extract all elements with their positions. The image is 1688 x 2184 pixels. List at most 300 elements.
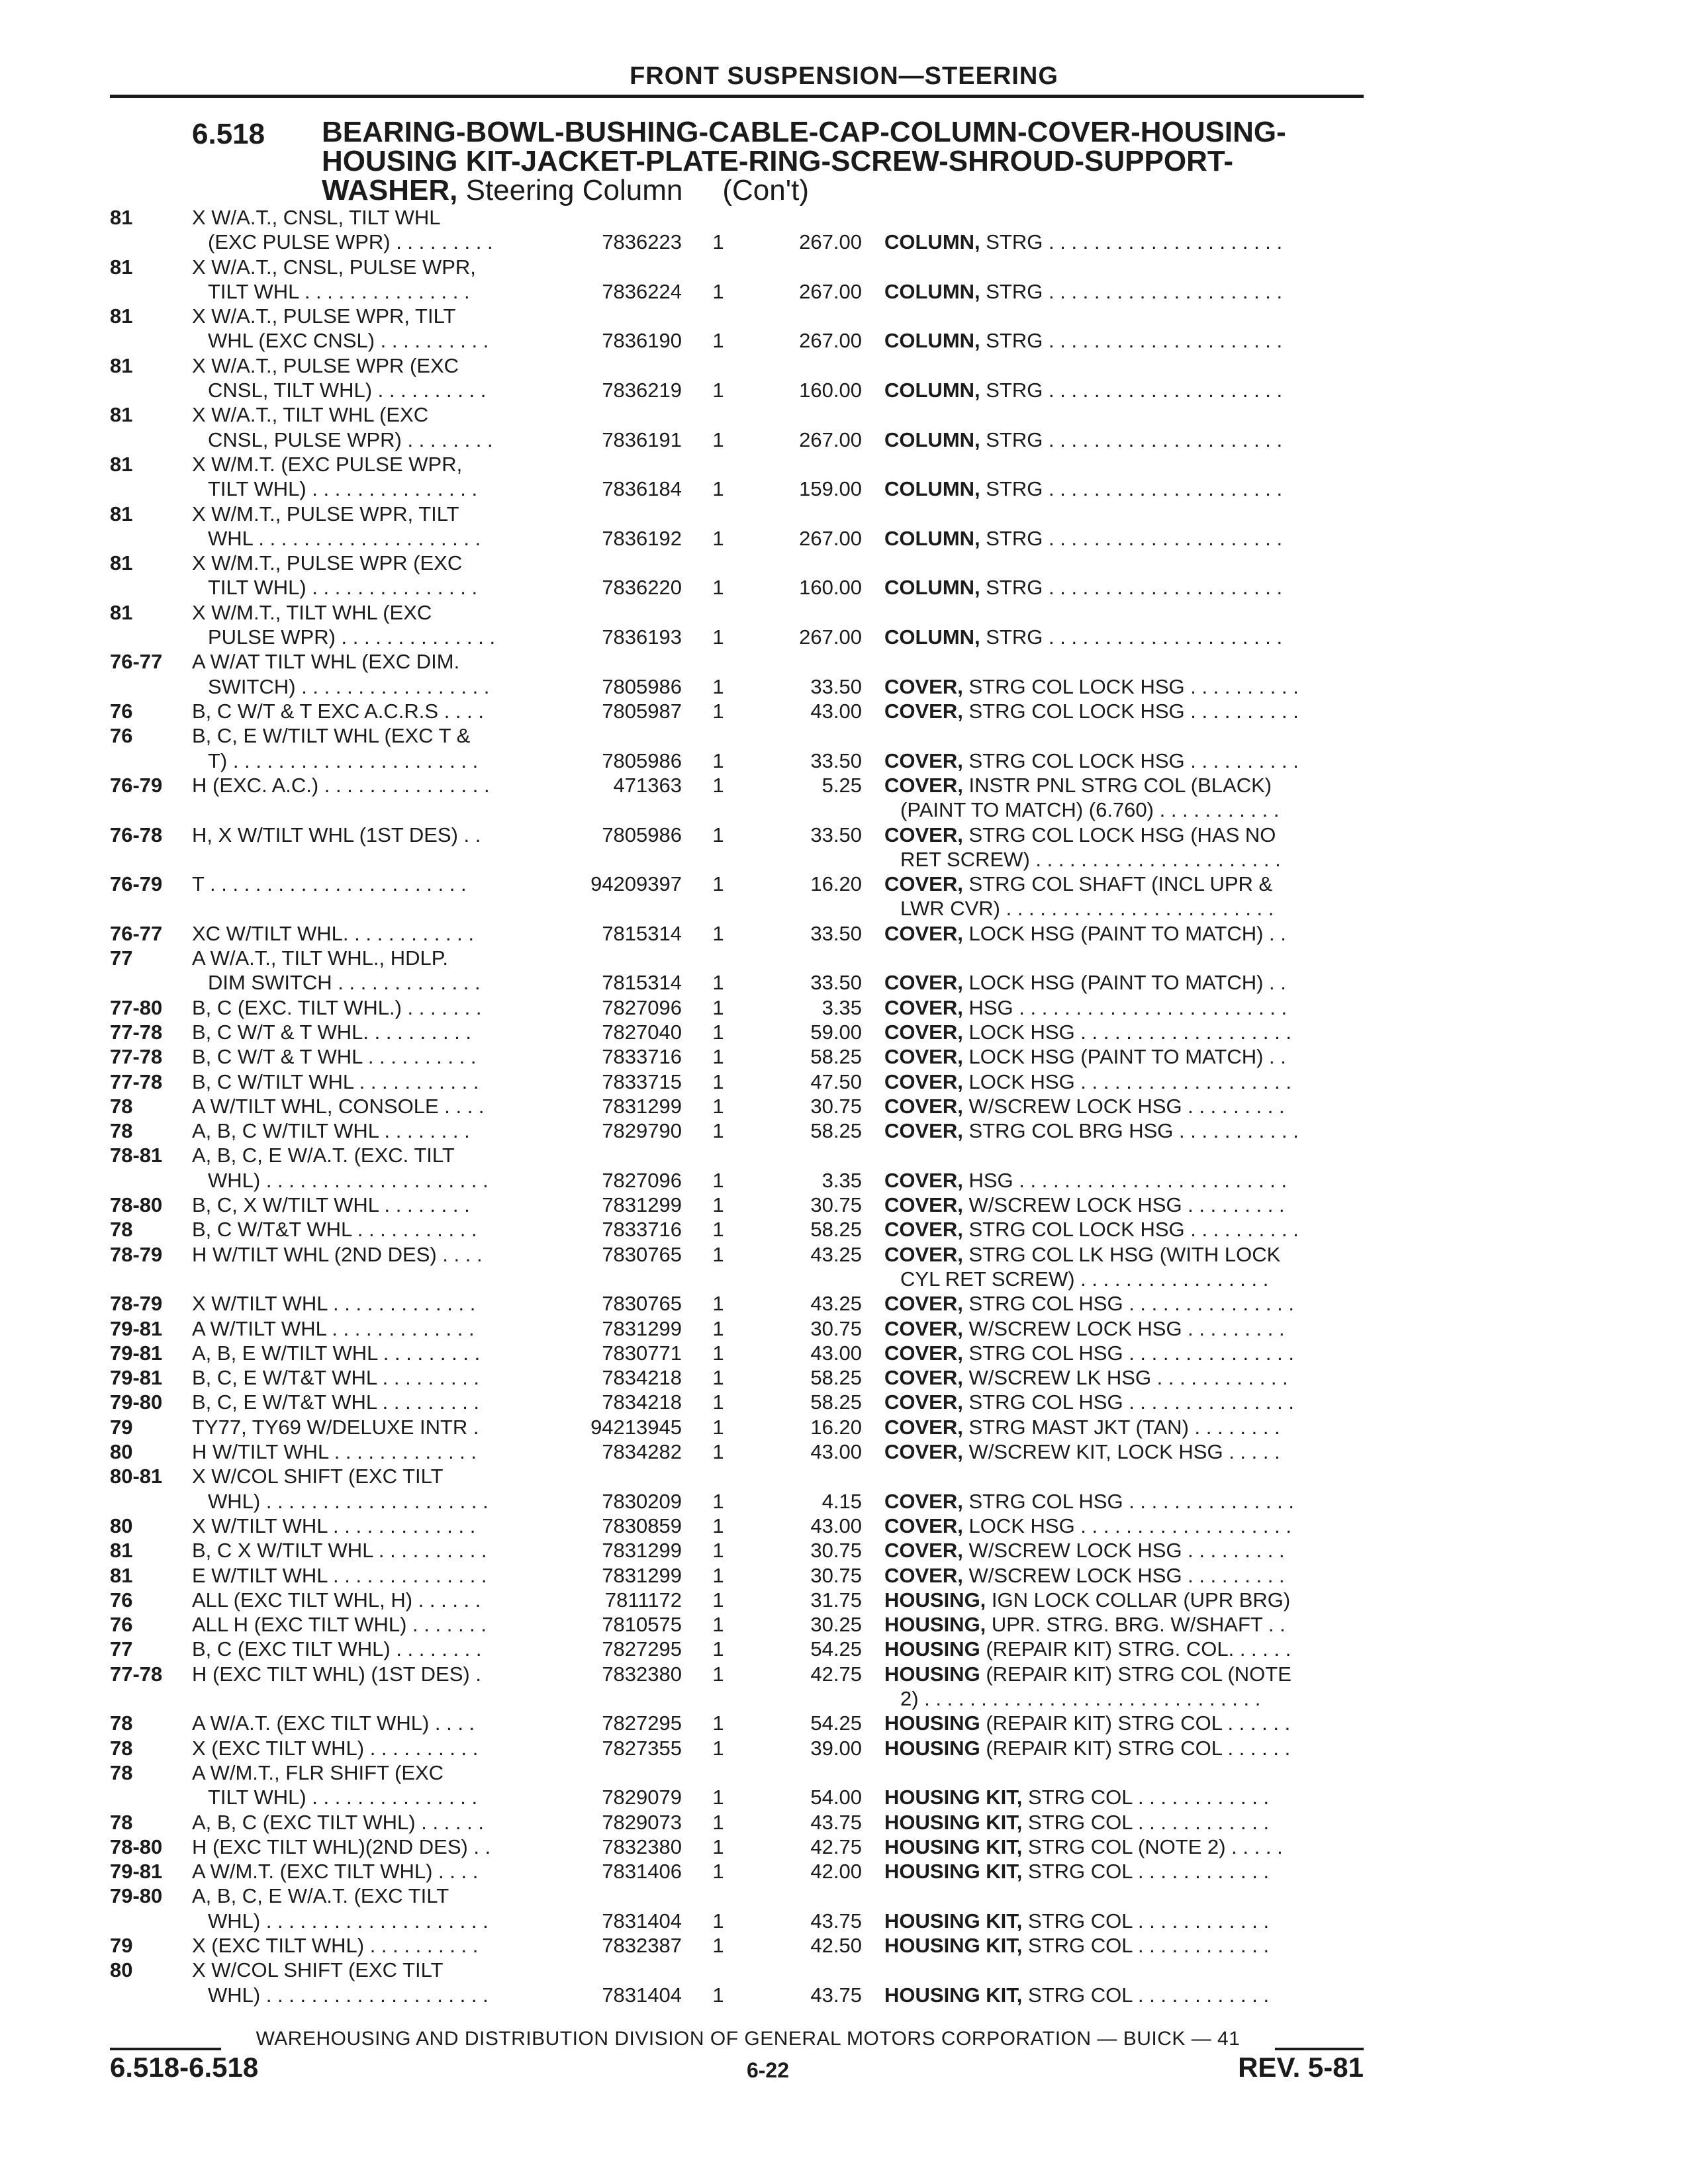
parts-entry [0, 304, 1688, 353]
entry-quantity: 1 [712, 773, 724, 797]
entry-years: 77 [110, 1637, 133, 1661]
entry-part-number: 7831299 [602, 1316, 682, 1340]
entry-part-number: 7805986 [602, 749, 682, 772]
parts-entry [0, 1118, 1688, 1143]
parts-entry [0, 1637, 1688, 1661]
entry-price: 58.25 [810, 1390, 862, 1414]
entry-price: 30.75 [810, 1563, 862, 1587]
entry-price: 33.50 [810, 749, 862, 772]
entry-part-number: 7805986 [602, 823, 682, 846]
entry-price: 3.35 [821, 995, 862, 1019]
entry-description-line: H W/TILT WHL . . . . . . . . . . . . . [192, 1440, 477, 1463]
entry-part-name-line: HOUSING KIT, STRG COL (NOTE 2) . . . . . [884, 1835, 1283, 1858]
parts-entry [0, 1464, 1688, 1514]
entry-part-name-line: COVER, STRG COL HSG . . . . . . . . . . . . . . . [884, 1341, 1294, 1365]
entry-part-name-line: LWR CVR) . . . . . . . . . . . . . . . . . . . . . . . . [900, 897, 1274, 921]
entry-quantity: 1 [712, 1168, 724, 1192]
entry-part-name-keyword: COVER, [884, 1292, 963, 1316]
entry-quantity: 1 [712, 1020, 724, 1044]
entry-part-number: 7831406 [602, 1860, 682, 1884]
entry-years: 78 [110, 1218, 133, 1242]
entry-quantity: 1 [712, 1489, 724, 1513]
entry-part-name-keyword: COVER, [884, 1119, 963, 1143]
entry-part-name-line: HOUSING KIT, STRG COL . . . . . . . . . . . . [884, 1810, 1270, 1834]
entry-part-number: 7830859 [602, 1514, 682, 1537]
entry-part-name-keyword: COLUMN, [884, 329, 980, 353]
entry-part-number: 94213945 [590, 1415, 682, 1439]
entry-part-name-line: COVER, STRG COL HSG . . . . . . . . . . . . . . . [884, 1489, 1294, 1513]
parts-entry [0, 502, 1688, 551]
parts-entry [0, 946, 1688, 995]
entry-quantity: 1 [712, 1662, 724, 1686]
entry-quantity: 1 [712, 674, 724, 698]
entry-part-name-line: HOUSING KIT, STRG COL . . . . . . . . . . . . [884, 1934, 1270, 1957]
entry-quantity: 1 [712, 1613, 724, 1637]
entry-part-name-line: COLUMN, STRG . . . . . . . . . . . . . . . . . . . . . [884, 428, 1283, 451]
entry-part-name-line: COLUMN, STRG . . . . . . . . . . . . . . . . . . . . . [884, 230, 1283, 254]
entry-part-name-line: COVER, INSTR PNL STRG COL (BLACK) [884, 773, 1272, 797]
entry-part-name-keyword: COLUMN, [884, 526, 980, 550]
entry-price: 30.75 [810, 1539, 862, 1563]
entry-quantity: 1 [712, 625, 724, 649]
parts-entry [0, 995, 1688, 1020]
entry-part-name-keyword: COLUMN, [884, 625, 980, 649]
entry-part-name-line: COLUMN, STRG . . . . . . . . . . . . . . . . . . . . . [884, 279, 1283, 303]
parts-entry [0, 1390, 1688, 1414]
parts-entry [0, 773, 1688, 823]
entry-part-name-keyword: COVER, [884, 1316, 963, 1340]
entry-quantity: 1 [712, 1341, 724, 1365]
entry-part-number: 7827096 [602, 1168, 682, 1192]
parts-entry [0, 1365, 1688, 1390]
entry-description-line: X W/A.T., PULSE WPR (EXC [192, 353, 459, 377]
entry-years: 78 [110, 1760, 133, 1784]
entry-price: 33.50 [810, 823, 862, 846]
entry-part-name-line: COVER, W/SCREW KIT, LOCK HSG . . . . . [884, 1440, 1280, 1463]
entry-part-number: 7833716 [602, 1218, 682, 1242]
entry-part-name-line: HOUSING KIT, STRG COL . . . . . . . . . . . . [884, 1860, 1270, 1884]
entry-years: 81 [110, 206, 133, 229]
entry-quantity: 1 [712, 1588, 724, 1612]
footer-revision: REV. 5-81 [1238, 2052, 1364, 2083]
entry-quantity: 1 [712, 749, 724, 772]
entry-quantity: 1 [712, 526, 724, 550]
entry-quantity: 1 [712, 921, 724, 945]
section-number: 6.518 [192, 118, 265, 150]
entry-years: 81 [110, 551, 133, 575]
entry-part-number: 471363 [613, 773, 682, 797]
entry-description-line: PULSE WPR) . . . . . . . . . . . . . . [208, 625, 496, 649]
entry-part-name-keyword: COVER, [884, 773, 963, 797]
parts-entry [0, 1316, 1688, 1341]
entry-price: 54.25 [810, 1637, 862, 1661]
entry-part-number: 7831299 [602, 1563, 682, 1587]
entry-description-line: X W/COL SHIFT (EXC TILT [192, 1958, 444, 1982]
entry-price: 16.20 [810, 872, 862, 896]
entry-description-line: A W/M.T., FLR SHIFT (EXC [192, 1760, 444, 1784]
section-title-line1: BEARING-BOWL-BUSHING-CABLE-CAP-COLUMN-COVER-HOUSING- [322, 116, 1286, 148]
entry-quantity: 1 [712, 1045, 724, 1069]
entry-part-number: 94209397 [590, 872, 682, 896]
entry-quantity: 1 [712, 1835, 724, 1858]
entry-price: 43.25 [810, 1242, 862, 1266]
parts-entry [0, 600, 1688, 650]
entry-part-name-keyword: COLUMN, [884, 279, 980, 303]
entry-part-name-keyword: COLUMN, [884, 230, 980, 254]
entry-price: 58.25 [810, 1045, 862, 1069]
entry-part-number: 7836184 [602, 477, 682, 501]
entry-quantity: 1 [712, 1909, 724, 1933]
parts-entry [0, 1538, 1688, 1563]
entry-quantity: 1 [712, 823, 724, 846]
entry-price: 33.50 [810, 921, 862, 945]
entry-quantity: 1 [712, 1366, 724, 1390]
entry-description-line: B, C, X W/TILT WHL . . . . . . . . [192, 1193, 470, 1216]
parts-entry [0, 723, 1688, 773]
entry-price: 30.25 [810, 1613, 862, 1637]
entry-part-number: 7836191 [602, 428, 682, 451]
entry-part-name-keyword: COVER, [884, 1341, 963, 1365]
entry-price: 58.25 [810, 1218, 862, 1242]
entry-price: 30.75 [810, 1094, 862, 1118]
parts-entry [0, 1760, 1688, 1810]
section-title-line2: HOUSING KIT-JACKET-PLATE-RING-SCREW-SHROUD-SUPPORT- [322, 145, 1233, 177]
entry-years: 79-81 [110, 1341, 163, 1365]
entry-part-number: 7834282 [602, 1440, 682, 1463]
entry-part-name-line: HOUSING, IGN LOCK COLLAR (UPR BRG) [884, 1588, 1291, 1612]
entry-part-number: 7829790 [602, 1119, 682, 1143]
entry-years: 78 [110, 1736, 133, 1760]
entry-description-line: ALL (EXC TILT WHL, H) . . . . . . [192, 1588, 481, 1612]
entry-description-line: H (EXC TILT WHL) (1ST DES) . [192, 1662, 481, 1686]
entry-part-name-keyword: COVER, [884, 1094, 963, 1118]
entry-part-number: 7815314 [602, 921, 682, 945]
entry-quantity: 1 [712, 1514, 724, 1537]
entry-part-name-line: HOUSING (REPAIR KIT) STRG COL . . . . . . [884, 1711, 1291, 1735]
entry-part-name-keyword: HOUSING [884, 1736, 980, 1760]
entry-description-line: X W/TILT WHL . . . . . . . . . . . . . [192, 1514, 476, 1537]
entry-price: 58.25 [810, 1119, 862, 1143]
entry-quantity: 1 [712, 1218, 724, 1242]
entry-part-name-keyword: HOUSING KIT, [884, 1810, 1023, 1834]
entry-part-name-keyword: COVER, [884, 1045, 963, 1069]
entry-part-name-keyword: COVER, [884, 674, 963, 698]
entry-quantity: 1 [712, 1539, 724, 1563]
parts-entry [0, 1958, 1688, 2007]
entry-part-name-line: HOUSING, UPR. STRG. BRG. W/SHAFT . . [884, 1613, 1286, 1637]
entry-quantity: 1 [712, 428, 724, 451]
entry-part-name-line: CYL RET SCREW) . . . . . . . . . . . . . . . . . [900, 1267, 1269, 1291]
entry-part-number: 7833716 [602, 1045, 682, 1069]
entry-years: 78-79 [110, 1292, 163, 1316]
entry-part-name-line: HOUSING (REPAIR KIT) STRG. COL. . . . . . [884, 1637, 1291, 1661]
entry-years: 77-78 [110, 1045, 163, 1069]
entry-years: 81 [110, 1563, 133, 1587]
entry-quantity: 1 [712, 1242, 724, 1266]
entry-description-line: CNSL, TILT WHL) . . . . . . . . . . [208, 379, 487, 402]
entry-part-number: 7831404 [602, 1983, 682, 2007]
entry-quantity: 1 [712, 1316, 724, 1340]
entry-part-name-line: COVER, STRG COL LK HSG (WITH LOCK [884, 1242, 1281, 1266]
entry-years: 78-81 [110, 1144, 163, 1167]
entry-description-line: A, B, E W/TILT WHL . . . . . . . . . [192, 1341, 481, 1365]
entry-description-line: B, C, E W/T&T WHL . . . . . . . . . [192, 1390, 480, 1414]
entry-description-line: B, C, E W/TILT WHL (EXC T & [192, 724, 471, 748]
entry-part-number: 7836223 [602, 230, 682, 254]
entry-quantity: 1 [712, 1119, 724, 1143]
footer-rule-right [1275, 2048, 1364, 2050]
entry-years: 81 [110, 353, 133, 377]
parts-entry [0, 1291, 1688, 1316]
footer-division-line: WAREHOUSING AND DISTRIBUTION DIVISION OF GENERAL MOTORS CORPORATION — BUICK — 41 [256, 2028, 1241, 2050]
parts-entry [0, 1563, 1688, 1588]
entry-years: 79-81 [110, 1316, 163, 1340]
entry-years: 81 [110, 600, 133, 624]
entry-price: 43.00 [810, 1440, 862, 1463]
entry-years: 81 [110, 453, 133, 476]
entry-description-line: A, B, C W/TILT WHL . . . . . . . . [192, 1119, 470, 1143]
entry-part-number: 7836224 [602, 279, 682, 303]
entry-description-line: X W/A.T., TILT WHL (EXC [192, 403, 429, 427]
entry-years: 79-80 [110, 1390, 163, 1414]
entry-part-name-line: COVER, STRG COL HSG . . . . . . . . . . . . . . . [884, 1390, 1294, 1414]
entry-quantity: 1 [712, 1563, 724, 1587]
entry-quantity: 1 [712, 1637, 724, 1661]
entry-years: 76-77 [110, 921, 163, 945]
entry-years: 76-79 [110, 872, 163, 896]
entry-description-line: H, X W/TILT WHL (1ST DES) . . [192, 823, 481, 846]
parts-entry [0, 921, 1688, 946]
entry-price: 47.50 [810, 1069, 862, 1093]
entry-part-name-keyword: COVER, [884, 971, 963, 995]
entry-part-name-keyword: HOUSING [884, 1711, 980, 1735]
entry-part-name-line: COLUMN, STRG . . . . . . . . . . . . . . . . . . . . . [884, 526, 1283, 550]
entry-years: 78 [110, 1711, 133, 1735]
entry-years: 76-77 [110, 650, 163, 674]
entry-description-line: A W/AT TILT WHL (EXC DIM. [192, 650, 460, 674]
entry-years: 77-78 [110, 1069, 163, 1093]
entry-description-line: T) . . . . . . . . . . . . . . . . . . . . . . [208, 749, 479, 772]
entry-price: 267.00 [799, 625, 862, 649]
entry-description-line: B, C (EXC TILT WHL) . . . . . . . . [192, 1637, 482, 1661]
parts-entry [0, 872, 1688, 921]
entry-quantity: 1 [712, 1786, 724, 1809]
entry-price: 43.00 [810, 1341, 862, 1365]
entry-description-line: DIM SWITCH . . . . . . . . . . . . . [208, 971, 481, 995]
entry-description-line: E W/TILT WHL . . . . . . . . . . . . . . [192, 1563, 487, 1587]
entry-price: 3.35 [821, 1168, 862, 1192]
entry-description-line: X W/A.T., PULSE WPR, TILT [192, 304, 456, 328]
entry-price: 267.00 [799, 279, 862, 303]
entry-years: 78 [110, 1119, 133, 1143]
entry-price: 4.15 [821, 1489, 862, 1513]
entry-years: 78-79 [110, 1242, 163, 1266]
entry-description-line: A, B, C (EXC TILT WHL) . . . . . . [192, 1810, 484, 1834]
entry-part-name-keyword: COVER, [884, 995, 963, 1019]
entry-part-number: 7832380 [602, 1835, 682, 1858]
entry-part-name-line: COLUMN, STRG . . . . . . . . . . . . . . . . . . . . . [884, 625, 1283, 649]
entry-quantity: 1 [712, 1736, 724, 1760]
entry-description-line: (EXC PULSE WPR) . . . . . . . . . [208, 230, 493, 254]
entry-years: 79-80 [110, 1884, 163, 1908]
entry-quantity: 1 [712, 1415, 724, 1439]
entry-part-number: 7830209 [602, 1489, 682, 1513]
entry-part-name-line: RET SCREW) . . . . . . . . . . . . . . . . . . . . . . [900, 847, 1281, 871]
section-title-cont: (Con't) [722, 174, 809, 206]
entry-part-name-line: COVER, STRG COL LOCK HSG . . . . . . . . . . [884, 749, 1299, 772]
entry-years: 80-81 [110, 1465, 163, 1488]
entry-years: 81 [110, 255, 133, 279]
parts-entry [0, 205, 1688, 255]
entry-part-name-keyword: COVER, [884, 1539, 963, 1563]
entry-part-name-line: 2) . . . . . . . . . . . . . . . . . . . . . . . . . . . . . . [900, 1686, 1261, 1710]
entry-part-number: 7834218 [602, 1390, 682, 1414]
entry-part-name-keyword: COVER, [884, 749, 963, 772]
entry-part-name-keyword: HOUSING KIT, [884, 1909, 1023, 1933]
entry-description-line: B, C W/T & T EXC A.C.R.S . . . . [192, 700, 484, 723]
parts-entry [0, 1859, 1688, 1884]
entry-quantity: 1 [712, 230, 724, 254]
entry-part-name-keyword: COLUMN, [884, 428, 980, 451]
parts-entry [0, 1415, 1688, 1439]
entry-years: 81 [110, 403, 133, 427]
entry-part-name-keyword: COVER, [884, 1242, 963, 1266]
entry-description-line: B, C, E W/T&T WHL . . . . . . . . . [192, 1366, 480, 1390]
entry-part-number: 7827040 [602, 1020, 682, 1044]
parts-entry [0, 452, 1688, 502]
entry-description-line: H (EXC. A.C.) . . . . . . . . . . . . . . . [192, 773, 490, 797]
entry-price: 43.00 [810, 700, 862, 723]
entry-description-line: X W/M.T., PULSE WPR (EXC [192, 551, 463, 575]
entry-part-name-line: COVER, W/SCREW LOCK HSG . . . . . . . . . [884, 1563, 1285, 1587]
parts-entry [0, 1044, 1688, 1069]
parts-entry [0, 1020, 1688, 1044]
entry-description-line: X W/COL SHIFT (EXC TILT [192, 1465, 444, 1488]
entry-part-number: 7836220 [602, 576, 682, 600]
entry-description-line: A W/M.T. (EXC TILT WHL) . . . . [192, 1860, 479, 1884]
entry-description-line: WHL) . . . . . . . . . . . . . . . . . . . . [208, 1983, 489, 2007]
entry-description-line: H W/TILT WHL (2ND DES) . . . . [192, 1242, 483, 1266]
entry-years: 79-81 [110, 1366, 163, 1390]
entry-price: 30.75 [810, 1193, 862, 1216]
entry-description-line: WHL . . . . . . . . . . . . . . . . . . . . [208, 526, 481, 550]
entry-price: 58.25 [810, 1366, 862, 1390]
entry-description-line: ALL H (EXC TILT WHL) . . . . . . . [192, 1613, 487, 1637]
entry-part-number: 7827295 [602, 1711, 682, 1735]
entry-price: 43.75 [810, 1810, 862, 1834]
entry-part-name-keyword: HOUSING [884, 1662, 980, 1686]
entry-part-number: 7827355 [602, 1736, 682, 1760]
entry-price: 160.00 [799, 576, 862, 600]
entry-price: 31.75 [810, 1588, 862, 1612]
entry-price: 267.00 [799, 329, 862, 353]
entry-price: 33.50 [810, 971, 862, 995]
entry-part-number: 7829079 [602, 1786, 682, 1809]
entry-description-line: A W/A.T. (EXC TILT WHL) . . . . [192, 1711, 475, 1735]
entry-part-name-line: COVER, W/SCREW LK HSG . . . . . . . . . . . . [884, 1366, 1288, 1390]
entry-part-name-keyword: COVER, [884, 823, 963, 846]
entry-quantity: 1 [712, 1193, 724, 1216]
entry-years: 80 [110, 1440, 133, 1463]
entry-part-name-line: COVER, LOCK HSG (PAINT TO MATCH) . . [884, 971, 1286, 995]
section-title-line3-rest: Steering Column [465, 174, 683, 206]
entry-description-line: X W/A.T., CNSL, TILT WHL [192, 206, 441, 229]
entry-price: 30.75 [810, 1316, 862, 1340]
entry-description-line: H (EXC TILT WHL)(2ND DES) . . [192, 1835, 491, 1858]
entry-quantity: 1 [712, 279, 724, 303]
entry-years: 76 [110, 1588, 133, 1612]
entry-part-name-line: COVER, LOCK HSG . . . . . . . . . . . . . . . . . . . [884, 1514, 1291, 1537]
entry-part-name-line: (PAINT TO MATCH) (6.760) . . . . . . . . . . . [900, 798, 1280, 822]
parts-entry [0, 1884, 1688, 1933]
parts-entry [0, 1933, 1688, 1958]
entry-part-number: 7836219 [602, 379, 682, 402]
entry-quantity: 1 [712, 1292, 724, 1316]
entry-part-name-line: COLUMN, STRG . . . . . . . . . . . . . . . . . . . . . [884, 379, 1283, 402]
entry-part-name-line: COVER, W/SCREW LOCK HSG . . . . . . . . . [884, 1094, 1285, 1118]
entry-part-name-line: HOUSING KIT, STRG COL . . . . . . . . . . . . [884, 1786, 1270, 1809]
entry-quantity: 1 [712, 1711, 724, 1735]
entry-part-name-keyword: COVER, [884, 1440, 963, 1463]
entry-description-line: X W/A.T., CNSL, PULSE WPR, [192, 255, 476, 279]
entry-price: 43.75 [810, 1983, 862, 2007]
entry-part-number: 7831404 [602, 1909, 682, 1933]
entry-part-name-line: COVER, STRG COL LOCK HSG (HAS NO [884, 823, 1276, 846]
entry-years: 81 [110, 304, 133, 328]
entry-part-number: 7836193 [602, 625, 682, 649]
entry-price: 39.00 [810, 1736, 862, 1760]
entry-part-number: 7831299 [602, 1193, 682, 1216]
entry-part-number: 7827295 [602, 1637, 682, 1661]
entry-part-number: 7830765 [602, 1292, 682, 1316]
entry-description-line: TY77, TY69 W/DELUXE INTR . [192, 1415, 479, 1439]
entry-part-name-line: COVER, W/SCREW LOCK HSG . . . . . . . . . [884, 1193, 1285, 1216]
entry-part-name-line: COLUMN, STRG . . . . . . . . . . . . . . . . . . . . . [884, 329, 1283, 353]
entry-description-line: WHL) . . . . . . . . . . . . . . . . . . . . [208, 1909, 489, 1933]
parts-entry [0, 649, 1688, 699]
parts-entry [0, 402, 1688, 452]
entry-description-line: X W/TILT WHL . . . . . . . . . . . . . [192, 1292, 476, 1316]
entry-price: 43.25 [810, 1292, 862, 1316]
entry-part-number: 7832380 [602, 1662, 682, 1686]
entry-part-name-keyword: COVER, [884, 1069, 963, 1093]
entry-part-number: 7836190 [602, 329, 682, 353]
entry-price: 160.00 [799, 379, 862, 402]
entry-description-line: B, C (EXC. TILT WHL.) . . . . . . . [192, 995, 482, 1019]
parts-entry [0, 1069, 1688, 1094]
entry-description-line: X W/M.T., TILT WHL (EXC [192, 600, 432, 624]
entry-part-name-keyword: HOUSING KIT, [884, 1860, 1023, 1884]
entry-part-name-line: COLUMN, STRG . . . . . . . . . . . . . . . . . . . . . [884, 477, 1283, 501]
entry-part-name-keyword: COLUMN, [884, 477, 980, 501]
entry-description-line: X (EXC TILT WHL) . . . . . . . . . . [192, 1934, 479, 1957]
entry-price: 42.50 [810, 1934, 862, 1957]
entry-part-name-keyword: COLUMN, [884, 576, 980, 600]
entry-part-name-line: HOUSING KIT, STRG COL . . . . . . . . . . . . [884, 1909, 1270, 1933]
entry-quantity: 1 [712, 1810, 724, 1834]
entry-years: 81 [110, 502, 133, 525]
entry-part-name-line: COVER, LOCK HSG . . . . . . . . . . . . . . . . . . . [884, 1020, 1291, 1044]
parts-entry [0, 823, 1688, 872]
entry-price: 16.20 [810, 1415, 862, 1439]
entry-part-name-line: HOUSING (REPAIR KIT) STRG COL . . . . . . [884, 1736, 1291, 1760]
entry-description-line: WHL) . . . . . . . . . . . . . . . . . . . . [208, 1489, 489, 1513]
entry-description-line: A, B, C, E W/A.T. (EXC TILT [192, 1884, 449, 1908]
entry-quantity: 1 [712, 1860, 724, 1884]
entry-description-line: TILT WHL) . . . . . . . . . . . . . . . [208, 477, 478, 501]
entry-price: 42.00 [810, 1860, 862, 1884]
entry-part-number: 7831299 [602, 1094, 682, 1118]
